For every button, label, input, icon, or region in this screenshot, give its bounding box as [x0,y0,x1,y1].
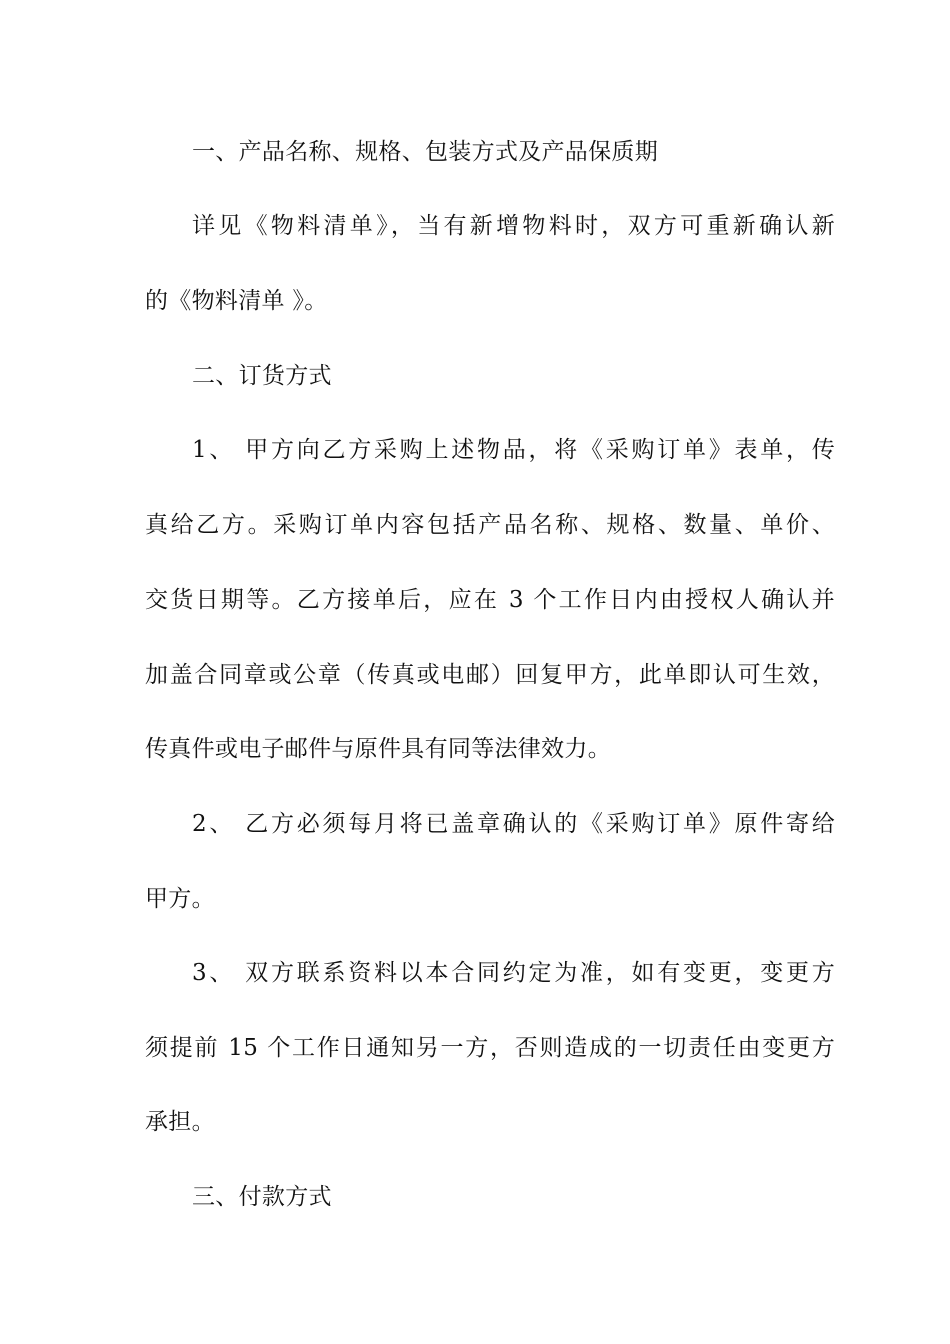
section-heading-payment: 三、付款方式 [192,1184,332,1210]
paragraph-line: 加盖合同章或公章（传真或电邮）回复甲方，此单即认可生效， [145,662,835,688]
paragraph-line: 交货日期等。乙方接单后，应在 3 个工作日内由授权人确认并 [145,587,835,613]
paragraph-line: 3、 双方联系资料以本合同约定为准，如有变更，变更方 [192,960,835,986]
paragraph-line: 甲方。 [145,886,215,912]
paragraph-line: 的《物料清单 》。 [145,288,328,314]
paragraph-line: 1、 甲方向乙方采购上述物品，将《采购订单》表单，传 [192,437,835,463]
section-heading-ordering: 二、订货方式 [192,363,332,389]
paragraph-line: 详见《物料清单》，当有新增物料时，双方可重新确认新 [192,213,835,239]
paragraph-line: 承担。 [145,1109,215,1135]
paragraph-line: 2、 乙方必须每月将已盖章确认的《采购订单》原件寄给 [192,811,835,837]
paragraph-line: 真给乙方。采购订单内容包括产品名称、规格、数量、单价、 [145,512,835,538]
paragraph-line: 传真件或电子邮件与原件具有同等法律效力。 [145,736,611,762]
section-heading-product: 一、产品名称、规格、包装方式及产品保质期 [192,139,658,165]
paragraph-line: 须提前 15 个工作日通知另一方，否则造成的一切责任由变更方 [145,1035,835,1061]
